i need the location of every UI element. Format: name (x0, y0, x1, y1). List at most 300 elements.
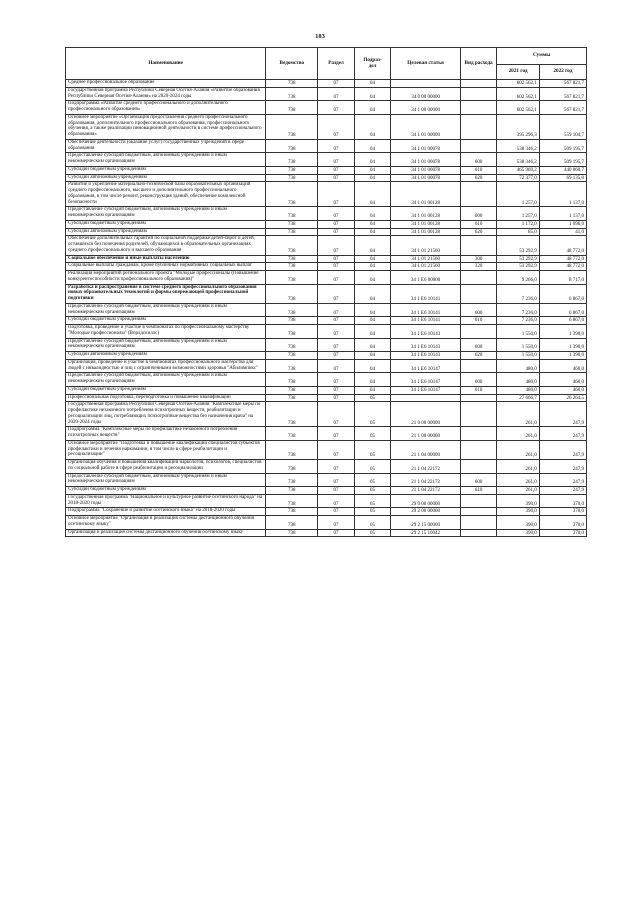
row-section: 07 (318, 494, 355, 508)
header-expense-type: Вид расхода (460, 48, 497, 80)
row-section: 07 (318, 87, 355, 101)
table-row (66, 174, 587, 182)
row-ministry: 738 (266, 359, 318, 373)
row-name: Среднее профессиональное образование (66, 80, 266, 88)
row-target: 34 1 01 21560 (391, 263, 461, 271)
row-sum-2021: 53 292,9 (497, 263, 539, 271)
row-expense-type: 600 (460, 303, 497, 317)
row-sum-2021: 538 346,2 (497, 139, 539, 153)
row-ministry: 738 (266, 101, 318, 115)
row-expense-type (460, 80, 497, 88)
row-section: 07 (318, 236, 355, 255)
row-expense-type (460, 529, 497, 537)
row-ministry: 738 (266, 473, 318, 487)
row-expense-type (460, 325, 497, 339)
row-sum-2022: 8 717,0 (539, 271, 586, 285)
row-section: 07 (318, 284, 355, 303)
table-row (66, 494, 587, 508)
row-target: 34 1 01 00128 (391, 228, 461, 236)
row-subsection: 04 (354, 166, 391, 174)
row-name: Предоставление субсидий бюджетным, автономным учреждениям и иным некоммерческим организациям (66, 473, 266, 487)
row-target: 29 2 15 00000 (391, 516, 461, 530)
row-sum-2021: 9 266,0 (497, 271, 539, 285)
row-name: Социальные выплаты гражданам, кроме публичных нормативных социальных выплат (66, 263, 266, 271)
row-expense-type: 620 (460, 174, 497, 182)
row-sum-2021: 1 550,0 (497, 338, 539, 352)
row-section: 07 (318, 440, 355, 459)
row-sum-2021: 53 292,9 (497, 255, 539, 263)
row-subsection: 05 (354, 394, 391, 402)
row-expense-type (460, 402, 497, 427)
row-expense-type: 610 (460, 166, 497, 174)
row-name: Государственная программа Республики Северная Осетия-Алания "Комплексные меры по профилактике незаконного потребления психотропных веществ, реабилитации и ресоциализации лиц, потребляющих психотропные вещества без назначения врача" на 2020-2024 годы (66, 402, 266, 427)
row-name: Субсидии бюджетным учреждениям (66, 317, 266, 325)
row-name: Субсидии бюджетным учреждениям (66, 166, 266, 174)
row-name: Субсидии автономным учреждениям (66, 228, 266, 236)
row-sum-2021: 261,0 (497, 440, 539, 459)
row-section: 07 (318, 255, 355, 263)
row-sum-2022: 247,9 (539, 440, 586, 459)
row-sum-2022: 370,0 (539, 529, 586, 537)
row-ministry: 738 (266, 236, 318, 255)
row-sum-2021: 261,0 (497, 427, 539, 441)
row-section: 07 (318, 359, 355, 373)
row-target: 34 1 01 00078 (391, 174, 461, 182)
row-sum-2022: 41,0 (539, 228, 586, 236)
row-subsection: 04 (354, 263, 391, 271)
row-name: Подпрограмма "Комплексные меры по профилактике незаконного потребления психотропных веществ" (66, 427, 266, 441)
row-ministry: 738 (266, 255, 318, 263)
row-subsection: 04 (354, 114, 391, 139)
row-sum-2021: 7 236,0 (497, 284, 539, 303)
table-row (66, 87, 587, 101)
table-row (66, 236, 587, 255)
row-name: Предоставление субсидий бюджетным, автономным учреждениям и иным некоммерческим организациям (66, 207, 266, 221)
row-target: 34 1 01 00078 (391, 139, 461, 153)
row-section: 07 (318, 220, 355, 228)
table-row (66, 440, 587, 459)
row-section: 07 (318, 228, 355, 236)
row-ministry: 738 (266, 386, 318, 394)
row-ministry: 738 (266, 80, 318, 88)
row-sum-2022: 48 772,0 (539, 255, 586, 263)
row-subsection: 05 (354, 529, 391, 537)
row-target: 34 1 01 21560 (391, 255, 461, 263)
row-sum-2021: 390,0 (497, 508, 539, 516)
row-section: 07 (318, 271, 355, 285)
table-row (66, 386, 587, 394)
row-sum-2022: 48 772,0 (539, 236, 586, 255)
row-subsection: 04 (354, 174, 391, 182)
row-section: 07 (318, 386, 355, 394)
row-subsection: 05 (354, 473, 391, 487)
row-expense-type (460, 87, 497, 101)
row-target: 34 1 01 00128 (391, 182, 461, 207)
row-subsection: 04 (354, 255, 391, 263)
row-sum-2022: 247,9 (539, 487, 586, 495)
row-subsection: 04 (354, 352, 391, 360)
row-sum-2022: 1 137,0 (539, 182, 586, 207)
row-expense-type (460, 114, 497, 139)
row-name: Развитие и укрепление материально-технической базы образовательных организаций среднего профессионального, высшего и дополнительного профессионального образования, в том числе ремонт, реконструкция зданий, обеспечение комплексной безопасности (66, 182, 266, 207)
row-sum-2021: 261,0 (497, 402, 539, 427)
row-ministry: 738 (266, 352, 318, 360)
row-section: 07 (318, 166, 355, 174)
row-sum-2022: 370,0 (539, 508, 586, 516)
row-name: Субсидии бюджетным учреждениям (66, 220, 266, 228)
row-ministry: 738 (266, 402, 318, 427)
row-target: 34 1 01 00078 (391, 153, 461, 167)
row-section: 07 (318, 338, 355, 352)
row-subsection: 04 (354, 207, 391, 221)
row-section: 07 (318, 394, 355, 402)
row-ministry: 738 (266, 139, 318, 153)
row-expense-type: 300 (460, 255, 497, 263)
row-target: 34 1 Е6 00000 (391, 271, 461, 285)
table-body (66, 80, 587, 537)
row-section: 07 (318, 153, 355, 167)
row-subsection: 05 (354, 427, 391, 441)
row-section: 07 (318, 139, 355, 153)
row-sum-2021: 53 292,9 (497, 236, 539, 255)
row-name: Субсидии бюджетным учреждениям (66, 487, 266, 495)
row-subsection: 04 (354, 303, 391, 317)
row-sum-2021: 1 172,0 (497, 220, 539, 228)
row-expense-type: 620 (460, 352, 497, 360)
row-subsection: 05 (354, 487, 391, 495)
header-year-2021: 2021 год (497, 65, 539, 80)
row-subsection: 05 (354, 494, 391, 508)
row-expense-type (460, 394, 497, 402)
row-section: 07 (318, 303, 355, 317)
row-expense-type (460, 271, 497, 285)
row-sum-2022: 1 390,0 (539, 352, 586, 360)
row-ministry: 738 (266, 220, 318, 228)
row-sum-2022: 370,0 (539, 516, 586, 530)
row-name: Подготовка, проведение и участие в чемпионатах по профессиональному мастерству "Молодые профессионалы" (Ворлдскиллс) (66, 325, 266, 339)
row-ministry: 738 (266, 427, 318, 441)
table-row (66, 220, 587, 228)
row-subsection: 04 (354, 101, 391, 115)
header-target: Целевая статья (391, 48, 461, 80)
row-sum-2022: 48 772,0 (539, 263, 586, 271)
table-row (66, 516, 587, 530)
row-expense-type: 600 (460, 473, 497, 487)
row-ministry: 738 (266, 487, 318, 495)
row-sum-2021: 7 236,0 (497, 303, 539, 317)
row-target: 21 1 04 00000 (391, 440, 461, 459)
row-expense-type (460, 440, 497, 459)
row-ministry: 738 (266, 271, 318, 285)
table-row (66, 139, 587, 153)
row-target: 34 1 Е6 10141 (391, 284, 461, 303)
table-row (66, 114, 587, 139)
row-sum-2021: 85,0 (497, 228, 539, 236)
row-sum-2022: 247,9 (539, 427, 586, 441)
row-ministry: 738 (266, 263, 318, 271)
row-name: Профессиональная подготовка, переподготовка и повышение квалификации (66, 394, 266, 402)
table-row (66, 263, 587, 271)
row-sum-2022: 247,9 (539, 473, 586, 487)
row-sum-2022: 567 821,7 (539, 80, 586, 88)
row-target: 34 1 01 00000 (391, 114, 461, 139)
row-subsection: 05 (354, 440, 391, 459)
table-row (66, 228, 587, 236)
table-row (66, 359, 587, 373)
row-section: 07 (318, 174, 355, 182)
row-expense-type (460, 460, 497, 474)
row-section: 07 (318, 207, 355, 221)
row-subsection: 05 (354, 516, 391, 530)
row-expense-type (460, 236, 497, 255)
table-row (66, 427, 587, 441)
header-year-2022: 2022 год (539, 65, 586, 80)
row-sum-2022: 460,0 (539, 386, 586, 394)
row-section: 07 (318, 508, 355, 516)
row-name: Предоставление субсидий бюджетным, автономным учреждениям и иным некоммерческим организациям (66, 153, 266, 167)
table-row (66, 317, 587, 325)
row-target: 34 1 01 21560 (391, 236, 461, 255)
table-row (66, 80, 587, 88)
row-sum-2022: 460,0 (539, 359, 586, 373)
table-row (66, 325, 587, 339)
row-sum-2022: 440 060,7 (539, 166, 586, 174)
row-subsection: 04 (354, 153, 391, 167)
row-ministry: 738 (266, 516, 318, 530)
table-row (66, 529, 587, 537)
row-section: 07 (318, 460, 355, 474)
row-ministry: 738 (266, 166, 318, 174)
row-target (391, 80, 461, 88)
row-name: Разработка и распространение в системе среднего профессионального образования новых образовательных технологий и формы опережающей профессиональной подготовки (66, 284, 266, 303)
row-target: 21 1 04 22172 (391, 460, 461, 474)
row-sum-2022: 460,0 (539, 373, 586, 387)
row-expense-type (460, 182, 497, 207)
row-section: 07 (318, 352, 355, 360)
row-subsection: 04 (354, 139, 391, 153)
row-sum-2022: 6 867,0 (539, 317, 586, 325)
row-ministry: 738 (266, 303, 318, 317)
row-sum-2021: 480,0 (497, 386, 539, 394)
row-section: 07 (318, 317, 355, 325)
row-ministry: 738 (266, 284, 318, 303)
row-ministry: 738 (266, 460, 318, 474)
row-name: Социальное обеспечение и иные выплаты населению (66, 255, 266, 263)
row-expense-type (460, 139, 497, 153)
row-sum-2021: 261,0 (497, 487, 539, 495)
row-section: 07 (318, 80, 355, 88)
row-sum-2022: 1 137,0 (539, 207, 586, 221)
budget-table (65, 47, 587, 537)
table-row (66, 284, 587, 303)
row-sum-2022: 370,0 (539, 494, 586, 508)
row-ministry: 738 (266, 153, 318, 167)
row-sum-2022: 69 135,0 (539, 174, 586, 182)
row-expense-type: 610 (460, 386, 497, 394)
row-sum-2021: 7 236,0 (497, 317, 539, 325)
row-sum-2021: 480,0 (497, 359, 539, 373)
row-sum-2021: 261,0 (497, 460, 539, 474)
row-name: Предоставление субсидий бюджетным, автономным учреждениям и иным некоммерческим организациям (66, 303, 266, 317)
header-sums: Суммы (497, 48, 587, 65)
row-sum-2021: 390,0 (497, 494, 539, 508)
table-row (66, 338, 587, 352)
row-sum-2022: 26 264,5 (539, 394, 586, 402)
header-section: Раздел (318, 48, 355, 80)
row-section: 07 (318, 427, 355, 441)
table-row (66, 460, 587, 474)
row-ministry: 738 (266, 182, 318, 207)
row-target: 34 1 Е6 10147 (391, 359, 461, 373)
row-sum-2021: 538 346,2 (497, 153, 539, 167)
row-sum-2022: 1 390,0 (539, 325, 586, 339)
row-section: 07 (318, 487, 355, 495)
row-sum-2022: 247,9 (539, 460, 586, 474)
row-expense-type (460, 494, 497, 508)
row-ministry: 738 (266, 325, 318, 339)
row-sum-2021: 480,0 (497, 373, 539, 387)
row-subsection: 04 (354, 325, 391, 339)
row-expense-type (460, 427, 497, 441)
table-row (66, 153, 587, 167)
row-subsection: 04 (354, 271, 391, 285)
row-sum-2022: 509 195,7 (539, 139, 586, 153)
row-name: Обеспечение деятельности (оказание услуг) государственных учреждений в сфере образования (66, 139, 266, 153)
row-expense-type (460, 359, 497, 373)
header-subsection: Подраз- дел (354, 48, 391, 80)
table-row (66, 182, 587, 207)
row-name: Обеспечение дополнительных гарантий по социальной поддержке детей-сирот и детей, оставшихся без попечения родителей, обучающихся в образовательных организациях среднего профессионального и высшего образования (66, 236, 266, 255)
row-ministry: 738 (266, 174, 318, 182)
row-section: 07 (318, 182, 355, 207)
row-name: Реализация мероприятий регионального проекта "Молодые профессионалы (Повышение конкурентоспособности профессионального образования)" (66, 271, 266, 285)
table-row (66, 101, 587, 115)
row-name: Государственная программа Республики Северная Осетия-Алания «Развитие образования Республики Северная Осетия-Алания» на 2020-2024 годы (66, 87, 266, 101)
row-subsection: 05 (354, 508, 391, 516)
row-section: 07 (318, 373, 355, 387)
row-sum-2021: 1 257,0 (497, 207, 539, 221)
row-target: 34 1 Е6 10143 (391, 325, 461, 339)
row-expense-type: 620 (460, 228, 497, 236)
row-sum-2022: 509 195,7 (539, 153, 586, 167)
row-expense-type (460, 284, 497, 303)
row-section: 07 (318, 516, 355, 530)
table-row (66, 487, 587, 495)
row-subsection: 04 (354, 359, 391, 373)
row-name: Основное мероприятие «Организация предоставления среднего профессионального образования, дополнительного профессионального образования, профессионального обучения, а также реализации инновационной деятельности в системе профессионального образования» (66, 114, 266, 139)
row-sum-2022: 1 390,0 (539, 338, 586, 352)
row-sum-2021: 72 377,0 (497, 174, 539, 182)
row-target: 34 1 00 00000 (391, 101, 461, 115)
row-target: 21 1 04 22172 (391, 473, 461, 487)
row-sum-2021: 27 666,7 (497, 394, 539, 402)
row-subsection: 04 (354, 80, 391, 88)
row-target: 29 2 00 00000 (391, 508, 461, 516)
table-row (66, 402, 587, 427)
row-target: 34 1 Е6 10143 (391, 338, 461, 352)
table-row (66, 166, 587, 174)
row-subsection: 04 (354, 228, 391, 236)
row-target: 34 1 Е6 10147 (391, 386, 461, 394)
row-target: 21 1 04 22172 (391, 487, 461, 495)
table-row (66, 352, 587, 360)
row-name: Предоставление субсидий бюджетным, автономным учреждениям и иным некоммерческим организациям (66, 338, 266, 352)
row-section: 07 (318, 325, 355, 339)
row-name: Субсидии автономным учреждениям (66, 352, 266, 360)
row-name: Организация обучения и повышения квалификации наркологов, психологов, специалистов по социальной работе в сфере реабилитации и ресоциализации (66, 460, 266, 474)
row-expense-type: 600 (460, 207, 497, 221)
row-ministry: 738 (266, 87, 318, 101)
table-row (66, 255, 587, 263)
row-name: Организация и реализация системы дистанционного обучения осетинскому языку (66, 529, 266, 537)
row-name: Субсидии автономным учреждениям (66, 174, 266, 182)
row-subsection: 04 (354, 182, 391, 207)
row-sum-2022: 6 867,0 (539, 303, 586, 317)
row-name: Подпрограмма «Развитие среднего профессионального и дополнительного профессионального образования» (66, 101, 266, 115)
row-subsection: 05 (354, 460, 391, 474)
row-target: 34 1 01 00128 (391, 207, 461, 221)
table-row (66, 303, 587, 317)
row-subsection: 04 (354, 373, 391, 387)
row-section: 07 (318, 114, 355, 139)
row-target: 34 1 01 00128 (391, 220, 461, 228)
row-target (391, 394, 461, 402)
table-row (66, 508, 587, 516)
row-subsection: 04 (354, 284, 391, 303)
row-ministry: 738 (266, 508, 318, 516)
row-name: Организация, проведение и участие в чемпионатах профессионального мастерства для людей с инвалидностью и лиц с ограниченными возможностями здоровья "Абилимпикс" (66, 359, 266, 373)
row-subsection: 04 (354, 386, 391, 394)
row-expense-type: 610 (460, 220, 497, 228)
row-target: 34 1 Е6 10147 (391, 373, 461, 387)
row-subsection: 04 (354, 87, 391, 101)
row-ministry: 738 (266, 228, 318, 236)
header-ministry: Ведомство (266, 48, 318, 80)
row-name: Подпрограмма "Сохранение и развитие осетинского языка" на 2018-2020 годы (66, 508, 266, 516)
row-sum-2021: 390,0 (497, 529, 539, 537)
row-target: 21 0 00 00000 (391, 402, 461, 427)
row-name: Предоставление субсидий бюджетным, автономным учреждениям и иным некоммерческим организациям (66, 373, 266, 387)
header-name: Наименование (66, 48, 266, 80)
row-sum-2021: 602 562,1 (497, 101, 539, 115)
row-sum-2021: 390,0 (497, 516, 539, 530)
row-expense-type: 610 (460, 487, 497, 495)
row-ministry: 738 (266, 207, 318, 221)
row-ministry: 738 (266, 440, 318, 459)
row-sum-2021: 395 296,3 (497, 114, 539, 139)
row-subsection: 04 (354, 338, 391, 352)
row-ministry: 738 (266, 494, 318, 508)
row-sum-2021: 1 550,0 (497, 352, 539, 360)
row-sum-2021: 1 550,0 (497, 325, 539, 339)
row-target: 34 1 Е6 10143 (391, 352, 461, 360)
row-target: 34 0 00 00000 (391, 87, 461, 101)
row-expense-type (460, 516, 497, 530)
row-ministry: 738 (266, 114, 318, 139)
row-expense-type: 600 (460, 373, 497, 387)
page-number: 183 (315, 33, 325, 40)
row-target: 34 1 Е6 10141 (391, 317, 461, 325)
row-section: 07 (318, 101, 355, 115)
row-ministry: 738 (266, 529, 318, 537)
row-section: 07 (318, 529, 355, 537)
row-target: 21 1 00 00000 (391, 427, 461, 441)
row-target: 34 1 Е6 10141 (391, 303, 461, 317)
row-name: Основное мероприятие "Организация и реализация системы дистанционного обучения осетинскому языку" (66, 516, 266, 530)
row-subsection: 04 (354, 236, 391, 255)
row-sum-2022: 1 096,0 (539, 220, 586, 228)
row-section: 07 (318, 473, 355, 487)
